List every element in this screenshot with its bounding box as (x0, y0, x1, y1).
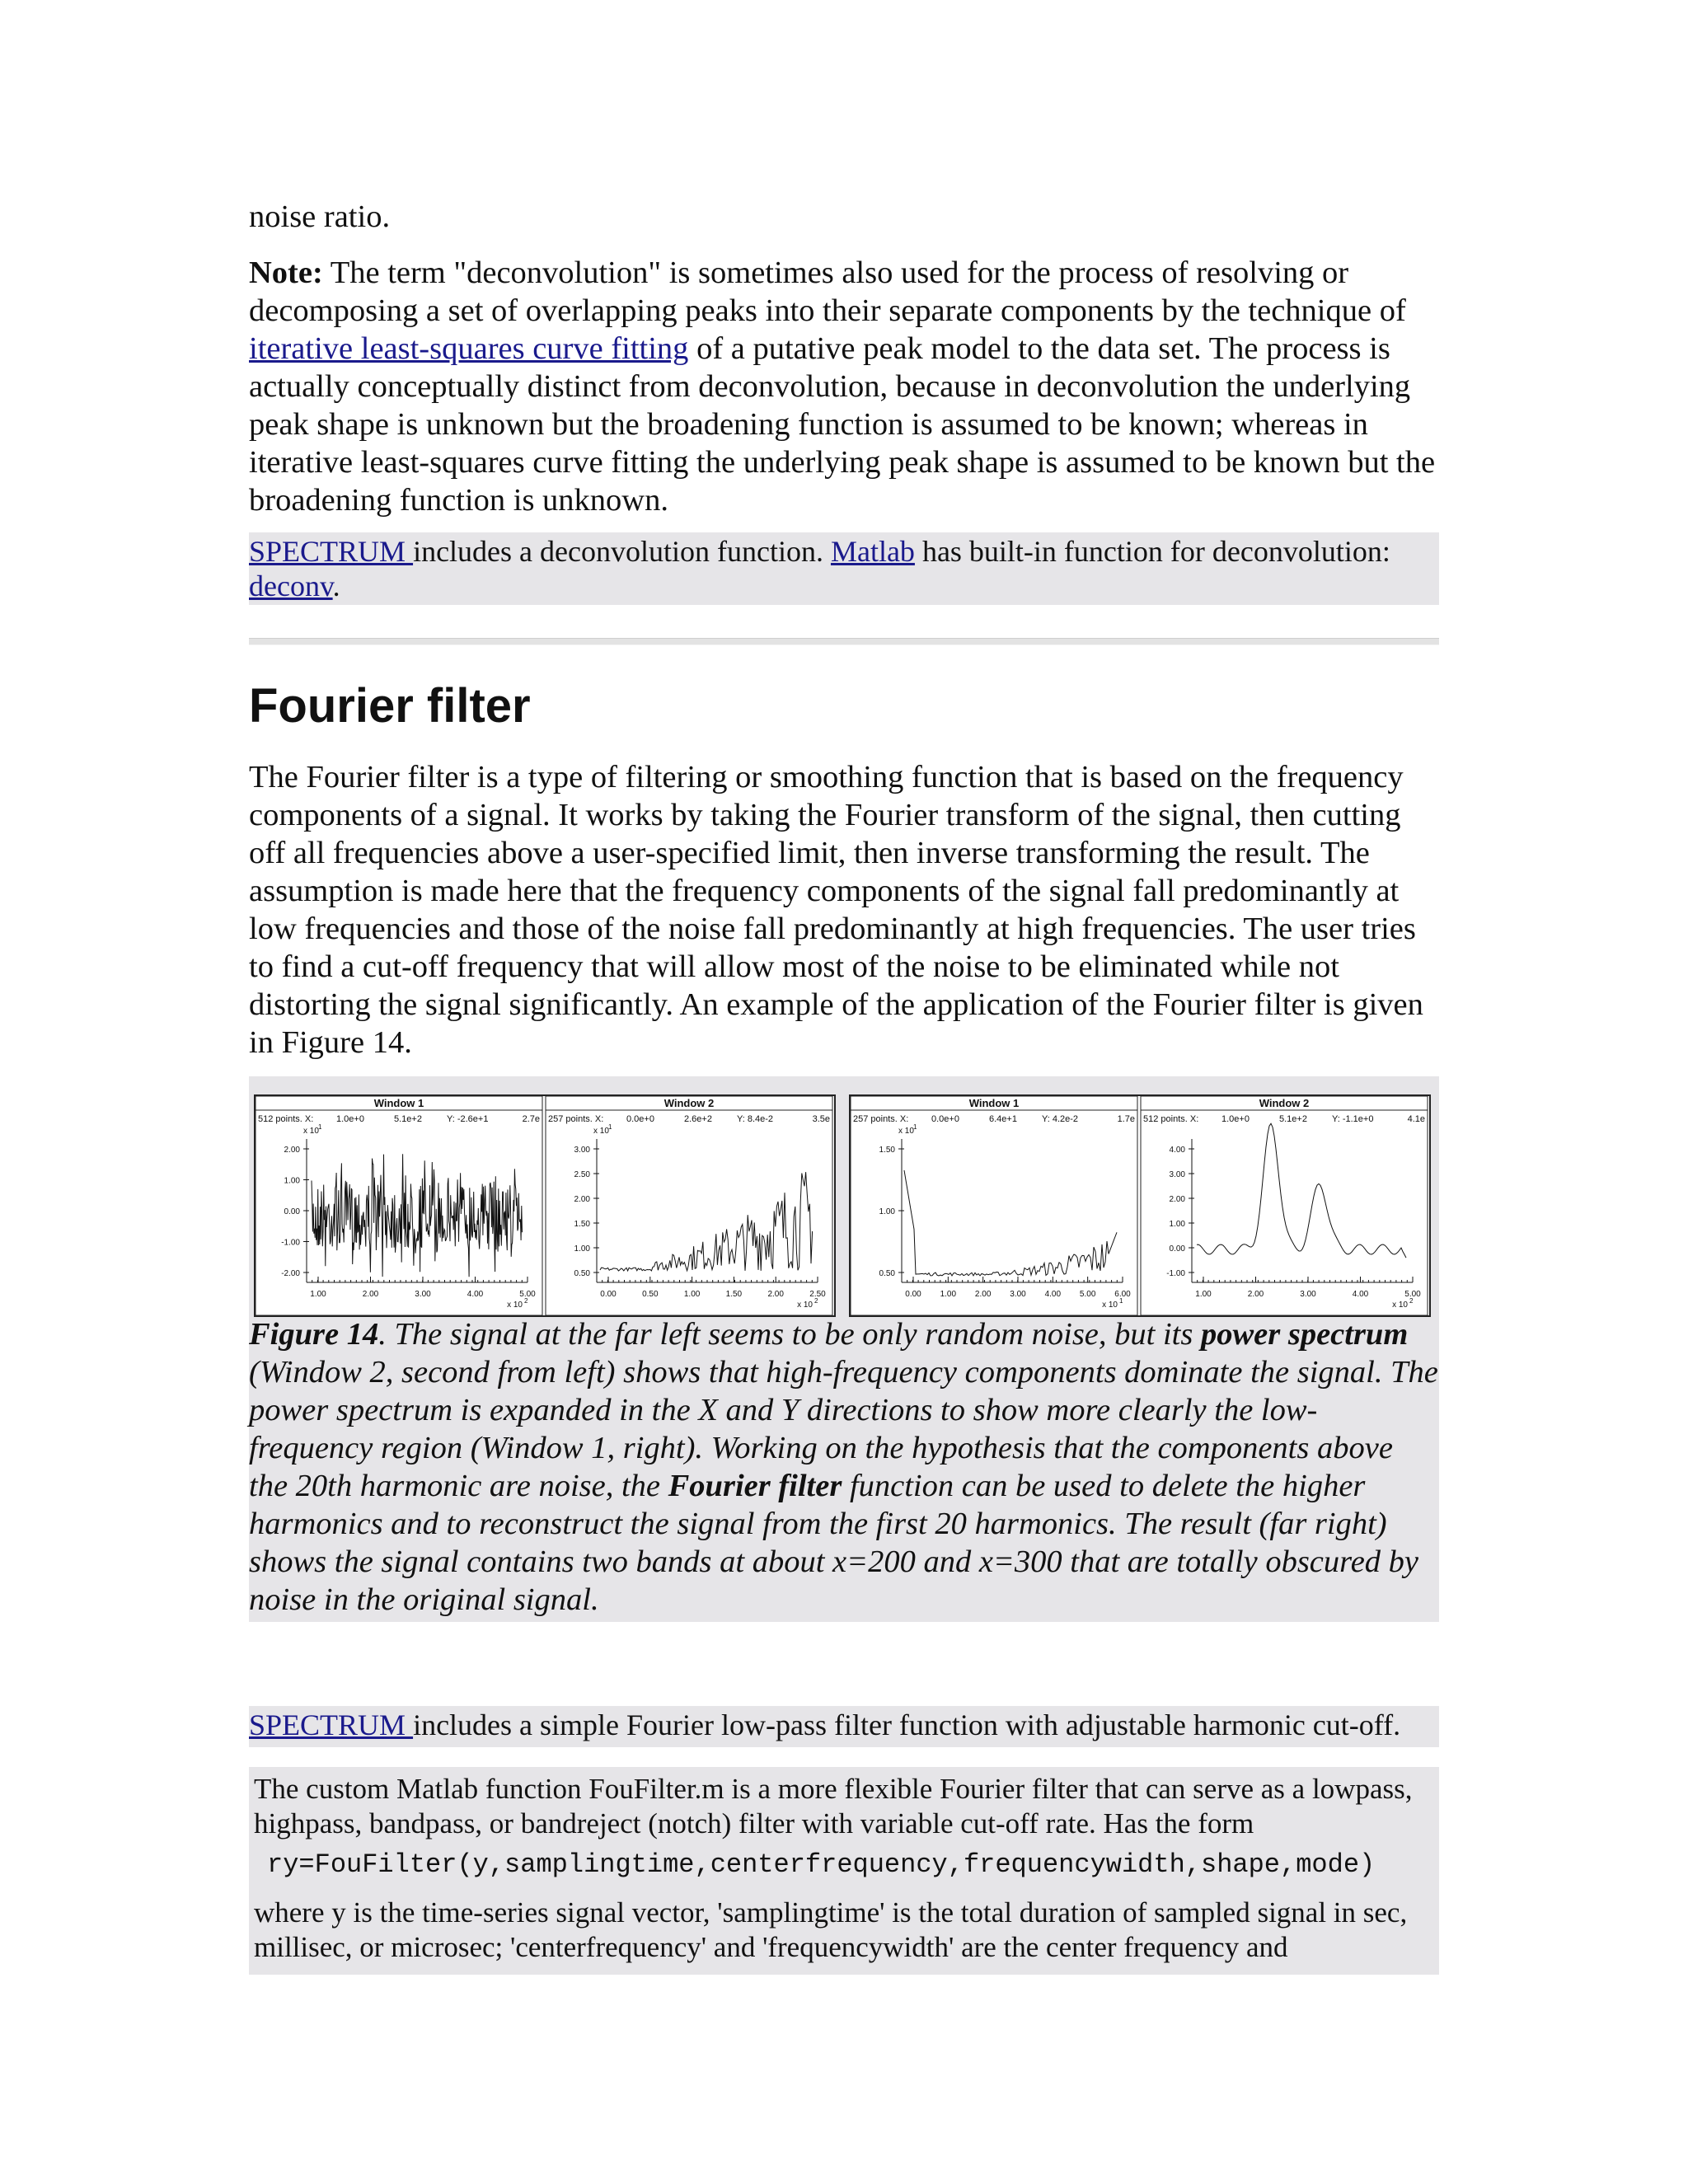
y-tick-label: 2.00 (1169, 1195, 1185, 1204)
spectrum-note-text: includes a deconvolution function. (413, 535, 831, 568)
x-multiplier-exp: 2 (814, 1297, 818, 1305)
status-points: 257 points. X: (853, 1114, 909, 1124)
y-tick-label: 1.00 (879, 1207, 895, 1216)
y-multiplier: x 10 (593, 1127, 609, 1136)
y-tick-label: -1.00 (281, 1238, 300, 1248)
figure-right-screenshot (849, 1094, 1431, 1317)
y-tick-label: -1.00 (1166, 1269, 1185, 1278)
x-tick-label: 3.00 (1010, 1290, 1026, 1299)
status-xmin: 1.0e+0 (1221, 1114, 1250, 1124)
deconv-link[interactable]: deconv (249, 569, 333, 602)
note-text-2: of a putative peak model to the data set. The process is actually conceptually distinct from deconvolution, because in deconvolution the underlying peak shape is unknown but the broadening function is assumed to be known; whereas in iterative least-squares curve fitting the underlying peak shape is assumed to be known but the broadening function is unknown. (249, 331, 1436, 518)
status-yextra: 4.1e (1407, 1114, 1425, 1124)
x-tick-label: 0.50 (642, 1290, 659, 1299)
x-tick-label: 0.00 (905, 1290, 921, 1299)
y-tick-label: 0.50 (574, 1269, 590, 1278)
x-tick-label: 2.00 (1247, 1290, 1264, 1299)
x-tick-label: 1.00 (310, 1290, 326, 1299)
figure-right-svg (851, 1096, 1429, 1315)
caption-label: Figure 14 (249, 1317, 379, 1352)
status-xmax: 2.6e+2 (684, 1114, 712, 1124)
spectrum-fourier-text: includes a simple Fourier low-pass filter function with adjustable harmonic cut-off. (413, 1708, 1401, 1741)
x-multiplier: x 10 (1392, 1301, 1408, 1310)
figure-left-svg (256, 1096, 834, 1315)
window-title: Window 1 (373, 1097, 424, 1109)
y-tick-label: 3.00 (1169, 1170, 1185, 1179)
status-xmin: 1.0e+0 (336, 1114, 364, 1124)
intro-fragment: noise ratio. (249, 199, 391, 234)
x-multiplier: x 10 (797, 1301, 813, 1310)
status-yextra: 3.5e (812, 1114, 830, 1124)
y-tick-label: 0.50 (879, 1269, 895, 1278)
caption-text-2: (Window 2, second from left) shows that high-frequency components dominate the signal. The power spectrum is expanded in the X and Y directions to show more clearly the low-frequency region (Window 1, right). Working on the hypothesis that the components above the 20th harmonic are noise, the (249, 1355, 1438, 1503)
section-heading: Fourier filter (249, 679, 531, 733)
x-multiplier-exp: 2 (1409, 1297, 1414, 1305)
x-tick-label: 2.50 (809, 1290, 826, 1299)
spectrum-fourier-note (249, 1706, 1439, 1747)
window-panel-2 (546, 1096, 832, 1315)
x-tick-label: 0.00 (600, 1290, 617, 1299)
caption-bold-power-spectrum: power spectrum (1200, 1317, 1409, 1352)
status-xmax: 5.1e+2 (394, 1114, 422, 1124)
matlab-link[interactable]: Matlab (830, 535, 915, 568)
note-label: Note: (249, 255, 323, 290)
y-multiplier: x 10 (303, 1127, 319, 1136)
y-tick-label: 1.00 (574, 1244, 590, 1254)
curve-fitting-link[interactable]: iterative least-squares curve fitting (249, 331, 689, 366)
x-tick-label: 5.00 (519, 1290, 536, 1299)
foufilter-block (249, 1767, 1439, 1975)
note-paragraph (249, 254, 1439, 519)
status-yextra: 2.7e (522, 1114, 540, 1124)
status-xmax: 6.4e+1 (989, 1114, 1017, 1124)
x-tick-label: 5.00 (1404, 1290, 1421, 1299)
spectrum-link-2[interactable]: SPECTRUM (249, 1708, 414, 1741)
x-tick-label: 1.00 (1195, 1290, 1212, 1299)
spectrum-deconvolution-note (249, 532, 1439, 605)
y-tick-label: 4.00 (1169, 1146, 1185, 1155)
y-tick-label: 0.00 (1169, 1244, 1185, 1254)
figure-14-box (249, 1076, 1439, 1622)
y-tick-label: 1.50 (574, 1220, 590, 1229)
x-tick-label: 2.00 (362, 1290, 379, 1299)
y-tick-label: -2.00 (281, 1269, 300, 1278)
window-title: Window 1 (968, 1097, 1020, 1109)
caption-bold-fourier-filter: Fourier filter (668, 1469, 842, 1503)
y-tick-label: 1.00 (1169, 1220, 1185, 1229)
x-tick-label: 6.00 (1114, 1290, 1131, 1299)
y-tick-label: 1.00 (284, 1176, 300, 1186)
x-tick-label: 2.00 (974, 1290, 992, 1299)
status-points: 512 points. X: (258, 1114, 314, 1124)
x-multiplier-exp: 2 (524, 1297, 528, 1305)
status-xmin: 0.0e+0 (931, 1114, 959, 1124)
x-tick-label: 4.00 (467, 1290, 484, 1299)
foufilter-code: ry=FouFilter(y,samplingtime,centerfrequency,frequencywidth,shape,mode) (267, 1849, 1376, 1880)
window-title: Window 2 (1259, 1097, 1310, 1109)
x-multiplier-exp: 1 (1119, 1297, 1123, 1305)
window-panel-4 (1141, 1096, 1428, 1315)
y-multiplier-exp: 1 (913, 1123, 917, 1131)
y-tick-label: 0.00 (284, 1207, 300, 1216)
x-tick-label: 5.00 (1079, 1290, 1096, 1299)
status-y: Y: 8.4e-2 (737, 1114, 774, 1124)
x-multiplier: x 10 (1102, 1301, 1118, 1310)
status-y: Y: 4.2e-2 (1042, 1114, 1079, 1124)
window-panel-3 (851, 1096, 1137, 1315)
window-panel-1 (256, 1096, 542, 1315)
x-tick-label: 2.00 (767, 1290, 784, 1299)
note-text-1: The term "deconvolution" is sometimes also used for the process of resolving or decomposing a set of overlapping peaks into their separate components by the technique of (249, 255, 1406, 328)
figure-caption (249, 1315, 1439, 1619)
status-xmax: 5.1e+2 (1279, 1114, 1307, 1124)
spectrum-note-period: . (332, 569, 340, 602)
y-tick-label: 2.50 (574, 1170, 590, 1179)
x-tick-label: 1.50 (725, 1290, 743, 1299)
x-tick-label: 4.00 (1352, 1290, 1369, 1299)
y-multiplier: x 10 (898, 1127, 914, 1136)
y-tick-label: 2.00 (284, 1146, 300, 1155)
foufilter-description: The custom Matlab function FouFilter.m is a more flexible Fourier filter that can serve as a lowpass, highpass, bandpass, or bandreject (notch) filter with variable cut-off rate. Has the form (254, 1773, 1413, 1840)
figure-left-screenshot (254, 1094, 836, 1317)
caption-text-1: . The signal at the far left seems to be only random noise, but its (378, 1317, 1201, 1352)
x-multiplier: x 10 (507, 1301, 523, 1310)
window-title: Window 2 (663, 1097, 715, 1109)
status-yextra: 1.7e (1117, 1114, 1135, 1124)
x-tick-label: 1.00 (940, 1290, 957, 1299)
status-xmin: 0.0e+0 (626, 1114, 654, 1124)
x-tick-label: 1.00 (683, 1290, 701, 1299)
spectrum-link[interactable]: SPECTRUM (249, 535, 414, 568)
caption-text-3: function can be used to delete the higher harmonics and to reconstruct the signal from the first 20 harmonics. The result (far right) shows the signal contains two bands at about x=200 and x=300 that are totally obscured by noise in the original signal. (249, 1469, 1418, 1617)
y-multiplier-exp: 1 (608, 1123, 612, 1131)
status-y: Y: -1.1e+0 (1332, 1114, 1374, 1124)
status-y: Y: -2.6e+1 (447, 1114, 489, 1124)
y-tick-label: 3.00 (574, 1146, 590, 1155)
x-tick-label: 3.00 (1300, 1290, 1316, 1299)
y-multiplier-exp: 1 (318, 1123, 322, 1131)
spectrum-note-text-2: has built-in function for deconvolution: (914, 535, 1390, 568)
y-tick-label: 1.50 (879, 1146, 895, 1155)
y-tick-label: 2.00 (574, 1195, 590, 1204)
x-tick-label: 3.00 (415, 1290, 431, 1299)
horizontal-divider (249, 638, 1439, 645)
foufilter-parameters: where y is the time-series signal vector, 'samplingtime' is the total duration of sampled signal in sec, millisec, or microsec; 'centerfrequency' and 'frequencywidth' are the center frequency and (254, 1896, 1408, 1963)
x-tick-label: 4.00 (1044, 1290, 1062, 1299)
status-points: 257 points. X: (548, 1114, 604, 1124)
status-points: 512 points. X: (1143, 1114, 1199, 1124)
fourier-paragraph: The Fourier filter is a type of filtering or smoothing function that is based on the frequency components of a signal. It works by taking the Fourier transform of the signal, then cutting off all frequencies above a user-specified limit, then inverse transforming the result. The assumption is made here that the frequency components of the signal fall predominantly at low frequencies and those of the noise fall predominantly at high frequencies. The user tries to find a cut-off frequency that will allow most of the noise to be eliminated while not distorting the signal significantly. An example of the application of the Fourier filter is given in Figure 14. (249, 760, 1423, 1060)
